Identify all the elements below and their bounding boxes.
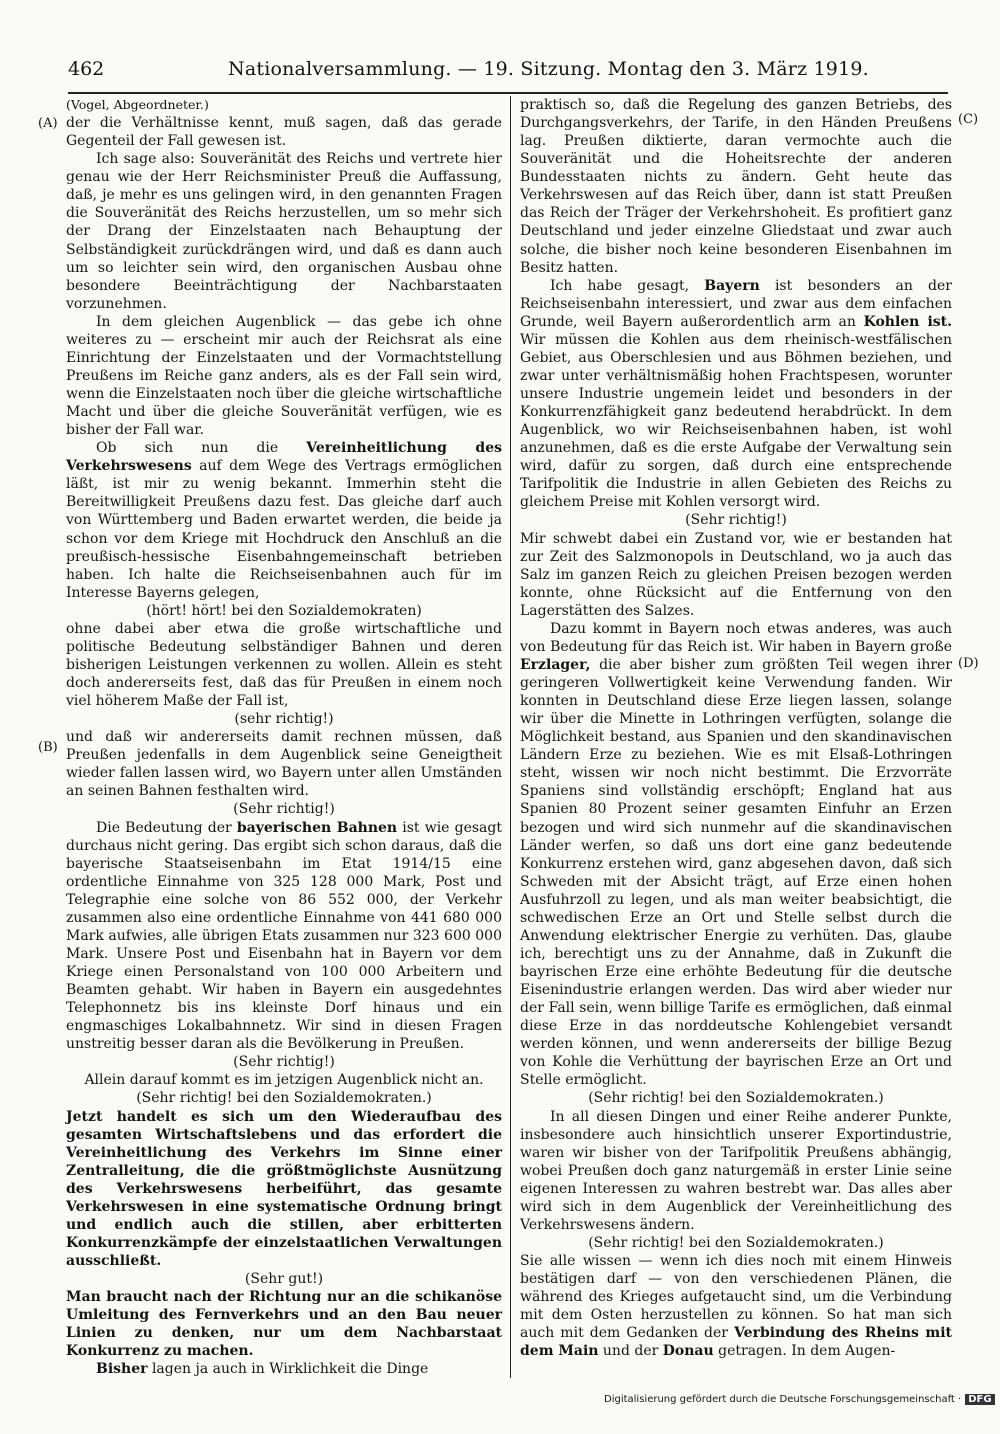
header-title: Nationalversammlung. — 19. Sitzung. Montag den 3. März 1919. (228, 58, 869, 80)
text-run: ist besonders an der Reichseisenbahn interessiert, und zwar aus dem einfachen Grunde, weil Bayern außerordentlich arm an (520, 277, 952, 330)
text-run: die aber bisher zum größten Teil wegen ihrer geringeren Vollwertigkeit keine Verwendung fanden. Wir konnten in Deutschland diese Erze liegen lassen, solange wir über die Minette in Lothringen verfügten, solange die Möglichkeit bestand, aus Spanien und den skandinavischen Ländern Erze zu beziehen. Wie es mit Elsaß-Lothringen steht, wissen wir noch nicht bestimmt. Die Erzvorräte Spaniens sind vollständig erschöpft; England hat aus Spanien 80 Prozent seiner gesamten Einfuhr an Erzen bezogen und wird sich nunmehr auf die skandinavischen Länder werfen, so daß uns dort eine ganz bedeutende Konkurrenz erstehen wird, ganz abgesehen davon, daß sich Schweden mit der Absicht trägt, auf Erze einen hohen Ausfuhrzoll zu legen, und als man weiter beabsichtigt, die schwedischen Erze an Ort und Stelle selbst durch die Anwendung elektrischer Energie zu verhüten. Das, glaube ich, berechtigt uns zu der Annahme, daß in Zukunft die bayrischen Erze eine erhöhte Bedeutung für die deutsche Eisenindustrie erlangen werden. Das wird aber wieder nur der Fall sein, wenn billige Tarife es ermöglichen, daß einmal diese Erze in das norddeutsche Kohlengebiet versandt werden können, und wenn andererseits der billige Bezug von Kohle die Verhüttung der bayrischen Erze an Ort und Stelle ermöglicht. (520, 656, 953, 1089)
paragraph: praktisch so, daß die Regelung des ganzen Betriebs, des Durchgangsverkehrs, der Tarife, in den Händen Preußens lag. Preußen diktierte, daran vermochte auch die Souveränität und die Hoheitsrechte der anderen Bundesstaaten nichts zu ändern. Geht heute das Verkehrswesen auf das Reich über, dann ist statt Preußen das Reich der Träger der Verkehrshoheit. Es profitiert ganz Deutschland und jeder einzelne Gliedstaat und zwar auch solche, die bisher noch keine besonderen Eisenbahnen im Besitz hatten. (520, 97, 952, 276)
text-run: Ob sich nun die (96, 440, 279, 457)
emphasis: bayerischen Bahnen (236, 819, 398, 836)
paragraph (66, 1360, 502, 1378)
emphasis: Verbindung des Rheins mit dem Main (520, 1325, 952, 1360)
emphasis: Kohlen ist. (863, 313, 952, 330)
interjection: (Sehr richtig!) (685, 512, 787, 529)
text-run: Wir müssen die Kohlen aus dem rheinisch-westfälischen Gebiet, aus Oberschlesien und aus Böhmen beziehen, und zwar unter verhältnismäßig hohen Frachtspesen, worunter unsere Industrie ungemein leidet und besonders in der Konkurrenzfähigkeit ganz bedeutend herabdrückt. In dem Augenblick, wo wir Reichseisenbahnen haben, ist wohl anzunehmen, daß es die erste Aufgabe der Verwaltung sein wird, dafür zu sorgen, daß durch eine entsprechende Tarifpolitik die Industrie in allen Gebieten des Reichs zu gleichem Preise mit Kohlen versorgt wird. (520, 331, 952, 511)
margin-mark-b: (B) (38, 740, 58, 755)
paragraph: In all diesen Dingen und einer Reihe anderer Punkte, insbesondere auch hinsichtlich unserer Exportindustrie, waren wir bisher von der Tarifpolitik Preußens abhängig, wobei Preußen doch ganz naturgemäß in erster Linie seine eigenen Interessen zu wahren bestrebt war. Das alles aber wird sich in dem Augenblick der Vereinheitlichung des Verkehrswesens ändern. (520, 1108, 952, 1233)
digitization-credit: Digitalisierung gefördert durch die Deutsche Forschungsgemeinschaft · DFG (604, 1394, 995, 1405)
emphasis: Bisher (96, 1361, 148, 1378)
page-number: 462 (68, 58, 105, 80)
column-divider (510, 96, 511, 1378)
text-run: Sie alle wissen — wenn ich dies noch mit einem Hinweis bestätigen darf — von den verschiedenen Plänen, die während des Krieges aufgetaucht sind, um die Verbindung mit dem Osten herzustellen zu können. So hat man sich auch mit dem Gedanken der (520, 1253, 952, 1342)
interjection: (Sehr richtig! bei den Sozialdemokraten.) (136, 1090, 432, 1107)
paragraph: Ich sage also: Souveränität des Reichs und vertrete hier genau wie der Herr Reichsminister Preuß die Auffassung, daß, je mehr es uns gelingen wird, in den genannten Fragen die Souveränität des Reichs herzustellen, um so mehr sich der Drang der Einzelstaaten nach Behauptung der Selbständigkeit zurückdrängen wird, und daß es dann auch um so leichter sein wird, den organischen Ausbau ohne besondere Beeinträchtigung der Nachbarstaaten vorzunehmen. (66, 151, 502, 312)
speaker-note: (Vogel, Abgeordneter.) (66, 97, 209, 112)
text-run: ist wie gesagt durchaus nicht gering. Das ergibt sich schon daraus, daß die bayerische Staatseisenbahn im Etat 1914/15 eine ordentliche Einnahme von 325 128 000 Mark, Post und Telegraphie eine solche von 86 552 000, der Verkehr zusammen also eine ordentliche Einnahme von 441 680 000 Mark aufwies, alle übrigen Etats zusammen nur 323 600 000 Mark. Unsere Post und Eisenbahn hat in Bayern vor dem Kriege einen Personalstand von 100 000 Arbeitern und Beamten gehabt. Wir haben in Bayern ein ausgedehntes Telephonnetz bis ins kleinste Dorf hinaus und ein engmaschiges Lokalbahnnetz. Wir sind in diesen Fragen unstreitig besser daran als die Bevölkerung in Preußen. (66, 819, 502, 1053)
interjection: (Sehr richtig!) (233, 1054, 335, 1071)
text-run: lagen ja auch in Wirklichkeit die Dinge (151, 1361, 429, 1378)
text-run: auf dem Wege des Vertrags ermöglichen läßt, ist mir zu wenig bekannt. Immerhin steht die Bereitwilligkeit Preußens dazu fest. Das gleiche darf auch von Württemberg und Baden erwartet werden, die beide ja schon vor dem Kriege mit Hochdruck den Anschluß an die preußisch-hessische Eisenbahngemeinschaft betrieben haben. Ich halte die Reichseisenbahnen auch für im Interesse Bayerns gelegen, (66, 458, 502, 601)
text-run: und der (602, 1343, 659, 1360)
margin-mark-a: (A) (38, 116, 58, 131)
interjection: (hört! hört! bei den Sozialdemokraten) (146, 602, 422, 619)
interjection: (Sehr richtig!) (233, 801, 335, 818)
emphasis: Donau (662, 1343, 714, 1360)
left-column (66, 96, 502, 1378)
dfg-logo: DFG (965, 1394, 994, 1405)
interjection: (sehr richtig!) (234, 711, 334, 728)
credit-text: Digitalisierung gefördert durch die Deutsche Forschungsgemeinschaft (604, 1394, 955, 1405)
paragraph: In dem gleichen Augenblick — das gebe ich ohne weiteres zu — erscheint mir auch der Reichsrat als eine Einrichtung der Einzelstaaten und der Vormachtstellung Preußens im Reiche ganz anders, als es der Fall sein wird, wenn die Einzelstaaten noch über die gleiche wirtschaftliche Macht und über die gleiche Souveränität verfügen, wie es bisher der Fall war. (66, 313, 502, 439)
paragraph (66, 819, 502, 1054)
text-run: Ich habe gesagt, (550, 277, 690, 294)
interjection: (Sehr richtig! bei den Sozialdemokraten.) (588, 1234, 884, 1251)
paragraph (520, 620, 952, 1090)
paragraph (520, 277, 952, 512)
paragraph: und daß wir andererseits damit rechnen müssen, daß Preußen jedenfalls in dem Augenblick seine Geneigtheit wieder fallen lassen wird, wo Bayern unter allen Umständen an seinen Bahnen festhalten wird. (66, 729, 502, 800)
margin-mark-d: (D) (958, 656, 979, 671)
margin-mark-c: (C) (958, 112, 979, 127)
paragraph: Man braucht nach der Richtung nur an die schikanöse Umleitung des Fernverkehrs und an den Bau neuer Linien zu denken, nur um dem Nachbarstaat Konkurrenz zu machen. (66, 1289, 502, 1360)
paragraph: Jetzt handelt es sich um den Wiederaufbau des gesamten Wirtschaftslebens und das erfordert die Vereinheitlichung des Verkehrs im Sinne einer Zentralleitung, die die größtmöglichste Ausnützung des Verkehrswesens herbeiführt, das gesamte Verkehrswesen in eine systematische Ordnung bringt und endlich auch die stillen, aber erbitterten Konkurrenzkämpfe der einzelstaatlichen Verwaltungen ausschließt. (66, 1108, 502, 1269)
text-run: getragen. In dem Augen- (718, 1343, 896, 1360)
interjection: (Sehr richtig! bei den Sozialdemokraten.) (588, 1090, 884, 1107)
running-header (68, 58, 948, 86)
paragraph: ohne dabei aber etwa die große wirtschaftliche und politische Bedeutung selbständiger Bahnen und deren bisherigen Leistungen verkennen zu wollen. Allein es steht doch andererseits fest, daß das für Preußen in einem noch viel höherem Maße der Fall ist, (66, 620, 502, 710)
paragraph (66, 439, 502, 602)
emphasis: Erzlager, (520, 656, 591, 673)
emphasis: Vereinheitlichung des Verkehrswesens (66, 440, 502, 475)
right-column (520, 96, 952, 1360)
paragraph: der die Verhältnisse kennt, muß sagen, daß das gerade Gegenteil der Fall gewesen ist. (66, 115, 502, 150)
header-rule (68, 92, 948, 94)
paragraph: Allein darauf kommt es im jetzigen Augenblick nicht an. (84, 1072, 484, 1089)
text-run: Dazu kommt in Bayern noch etwas anderes, was auch von Bedeutung für das Reich ist. Wir haben in Bayern große (520, 620, 952, 655)
paragraph (520, 1252, 952, 1360)
text-run: Die Bedeutung der (96, 819, 232, 836)
paragraph: Mir schwebt dabei ein Zustand vor, wie er bestanden hat zur Zeit des Salzmonopols in Deutschland, wo ja auch das Salz im ganzen Reich zu gleichen Preisen bezogen werden konnte, ohne Rücksicht auf die Entfernung von den Lagerstätten des Salzes. (520, 530, 952, 619)
emphasis: Bayern (704, 277, 760, 294)
interjection: (Sehr gut!) (244, 1271, 324, 1288)
